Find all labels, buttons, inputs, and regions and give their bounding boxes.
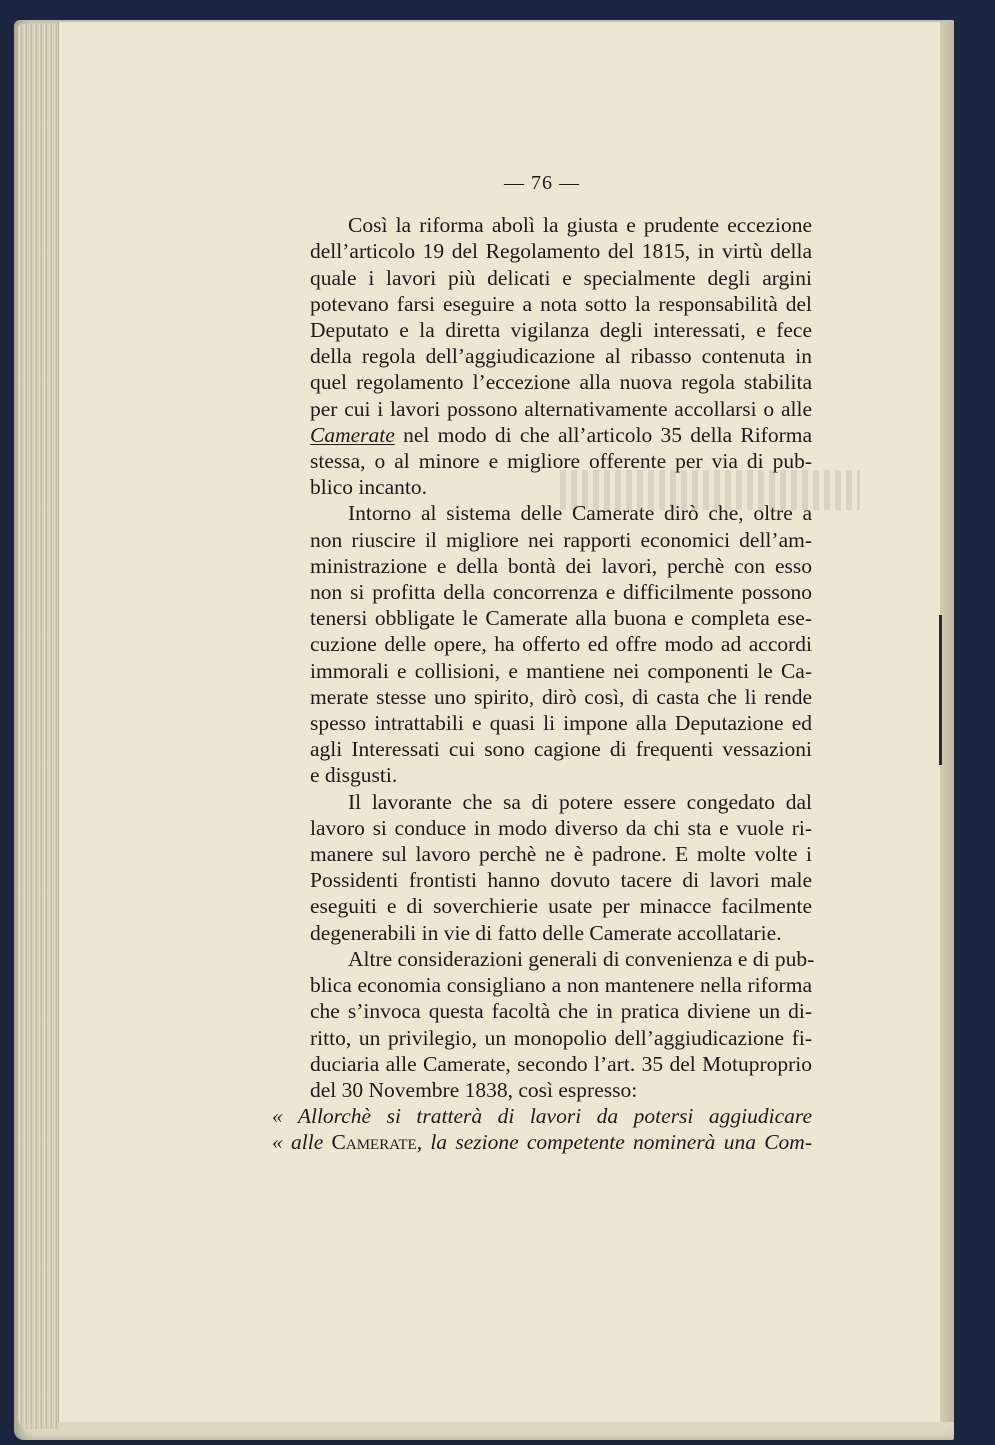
text-line: Così la riforma abolì la giusta e prudente eccezione (348, 213, 812, 238)
quote-fragment: « alle (272, 1130, 332, 1155)
text-line: per cui i lavori possono alternativamente accollarsi o alle (310, 396, 812, 421)
text-line: blico incanto. (310, 475, 428, 500)
quoted-article (272, 1103, 812, 1155)
quote-line (272, 1129, 812, 1155)
text-line: Possidenti frontisti hanno dovuto tacere di lavori male (310, 868, 812, 893)
text-line: che s’invoca questa facoltà che in pratica diviene un di- (310, 999, 812, 1024)
text-line: lavoro si conduce in modo diverso da chi sta e vuole ri- (310, 815, 812, 840)
quote-line: « Allorchè si tratterà di lavori da potersi aggiudicare (272, 1104, 812, 1129)
paragraph-4 (272, 946, 815, 1103)
paragraph-1 (272, 212, 812, 500)
page-number: — 76 — (504, 172, 580, 194)
text-line: agli Interessati cui sono cagione di frequenti vessazioni (310, 737, 812, 762)
text-line: dell’articolo 19 del Regolamento del 1815, in virtù della (310, 239, 812, 264)
text-line: cuzione delle opere, ha offerto ed offre modo ad accordi (310, 632, 812, 657)
text-line: stessa, o al minore e migliore offerente per via di pub- (310, 449, 812, 474)
text-line: della regola dell’aggiudicazione al ribasso contenuta in (310, 344, 812, 369)
text-line: non riuscire il migliore nei rapporti economici dell’am- (310, 527, 812, 552)
text-line: quale i lavori più delicati e specialmente degli argini (310, 265, 812, 290)
paragraph-2 (272, 500, 812, 788)
text-fragment: nel modo di che all’articolo 35 della Riforma (394, 422, 812, 447)
text-line: spesso intrattabili e quasi li impone alla Deputazione ed (310, 711, 812, 736)
text-line-with-italic (272, 422, 812, 448)
text-line: Intorno al sistema delle Camerate dirò che, oltre a (348, 501, 812, 526)
paragraph-3 (272, 789, 812, 946)
text-line: non si profitta della concorrenza e difficilmente possono (310, 580, 812, 605)
page-text (272, 170, 815, 1156)
italic-term-camerate: Camerate (310, 422, 395, 447)
smallcaps-term-camerate: Camerate (331, 1130, 417, 1155)
text-line: del 30 Novembre 1838, così espresso: (310, 1077, 638, 1102)
text-line: immorali e collisioni, e mantiene nei componenti le Ca- (310, 658, 812, 683)
text-line: Altre considerazioni generali di convenienza e di pub- (348, 946, 815, 971)
text-line: ministrazione e della bontà dei lavori, perchè con esso (310, 553, 812, 578)
right-gutter (940, 22, 954, 1422)
text-line: Deputato e la diretta vigilanza degli interessati, e fece (310, 318, 812, 343)
text-line: duciaria alle Camerate, secondo l’art. 35 del Motuproprio (310, 1051, 812, 1076)
text-line: tenersi obbligate le Camerate alla buona e completa ese- (310, 606, 812, 631)
text-line: merate stesse uno spirito, dirò così, di casta che li rende (310, 684, 812, 709)
page-edges (18, 24, 60, 1429)
text-line: blica economia consigliano a non mantenere nella riforma (310, 973, 812, 998)
text-line: degenerabili in vie di fatto delle Camerate accollatarie. (310, 920, 782, 945)
text-line: quel regolamento l’eccezione alla nuova regola stabilita (310, 370, 812, 395)
text-line: Il lavorante che sa di potere essere congedato dal (348, 789, 812, 814)
text-line: e disgusti. (310, 763, 398, 788)
quote-fragment: , la sezione competente nominerà una Com- (416, 1130, 812, 1155)
page-marker (939, 615, 942, 765)
text-line: ritto, un privilegio, un monopolio dell’aggiudicazione fi- (310, 1025, 812, 1050)
text-line: eseguiti e di soverchierie usate per minacce facilmente (310, 894, 812, 919)
text-line: manere sul lavoro perchè ne è padrone. E molte volte i (310, 842, 812, 867)
text-line: potevano farsi eseguire a nota sotto la responsabilità del (310, 291, 812, 316)
